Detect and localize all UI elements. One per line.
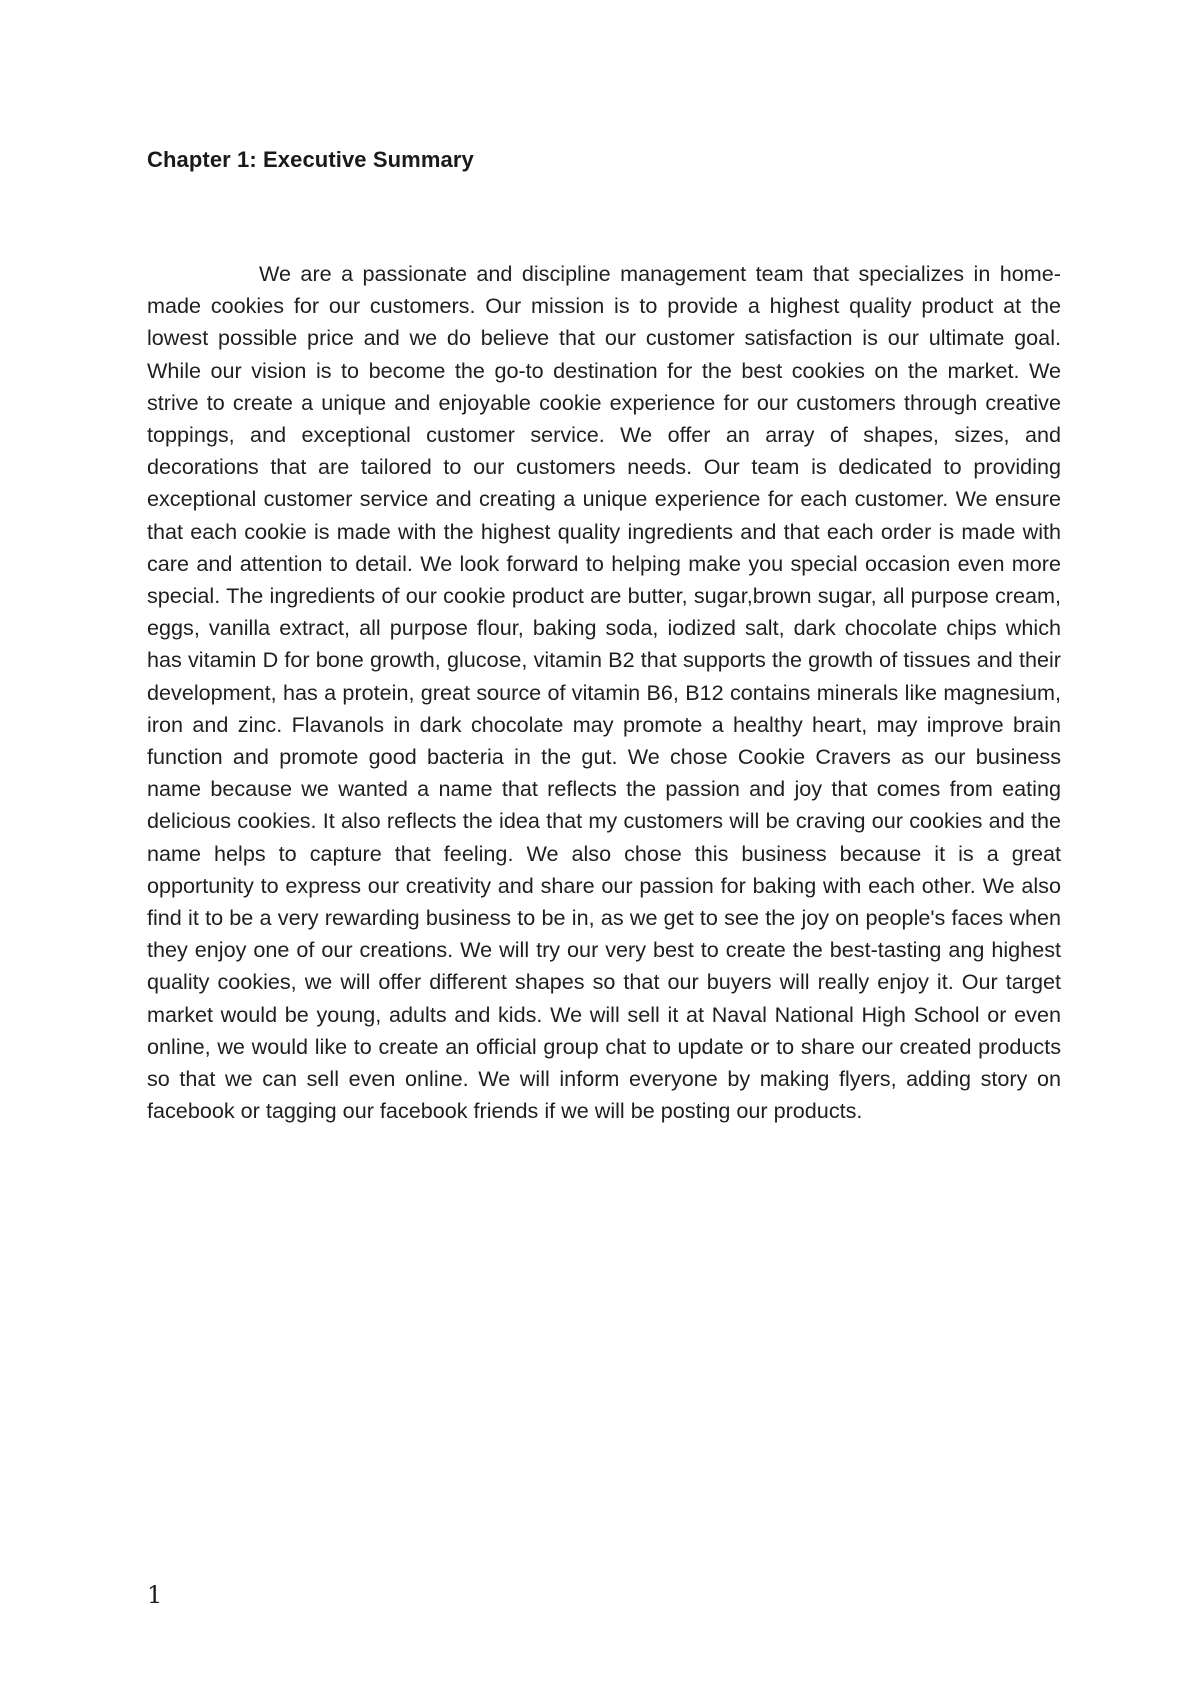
chapter-title: Chapter 1: Executive Summary bbox=[147, 147, 474, 172]
page-number: 1 bbox=[147, 1581, 163, 1609]
executive-summary-paragraph: We are a passionate and discipline management team that specializes in home-made cookies for our customers. Our mission is to provide a highest quality product at the lowest possible price and we do believe that our customer satisfaction is our ultimate goal. While our vision is to become the go-to destination for the best cookies on the market. We strive to create a unique and enjoyable cookie experience for our customers through creative toppings, and exceptional customer service. We offer an array of shapes, sizes, and decorations that are tailored to our customers needs. Our team is dedicated to providing exceptional customer service and creating a unique experience for each customer. We ensure that each cookie is made with the highest quality ingredients and that each order is made with care and attention to detail. We look forward to helping make you special occasion even more special. The ingredients of our cookie product are butter, sugar,brown sugar, all purpose cream, eggs, vanilla extract, all purpose flour, baking soda, iodized salt, dark chocolate chips which has vitamin D for bone growth, glucose, vitamin B2 that supports the growth of tissues and their development, has a protein, great source of vitamin B6, B12 contains minerals like magnesium, iron and zinc. Flavanols in dark chocolate may promote a healthy heart, may improve brain function and promote good bacteria in the gut. We chose Cookie Cravers as our business name because we wanted a name that reflects the passion and joy that comes from eating delicious cookies. It also reflects the idea that my customers will be craving our cookies and the name helps to capture that feeling. We also chose this business because it is a great opportunity to express our creativity and share our passion for baking with each other. We also find it to be a very rewarding business to be in, as we get to see the joy on people's faces when they enjoy one of our creations. We will try our very best to create the best-tasting ang highest quality cookies, we will offer different shapes so that our buyers will really enjoy it. Our target market would be young, adults and kids. We will sell it at Naval National High School or even online, we would like to create an official group chat to update or to share our created products so that we can sell even online. We will inform everyone by making flyers, adding story on facebook or tagging our facebook friends if we will be posting our products. bbox=[147, 261, 1061, 1124]
